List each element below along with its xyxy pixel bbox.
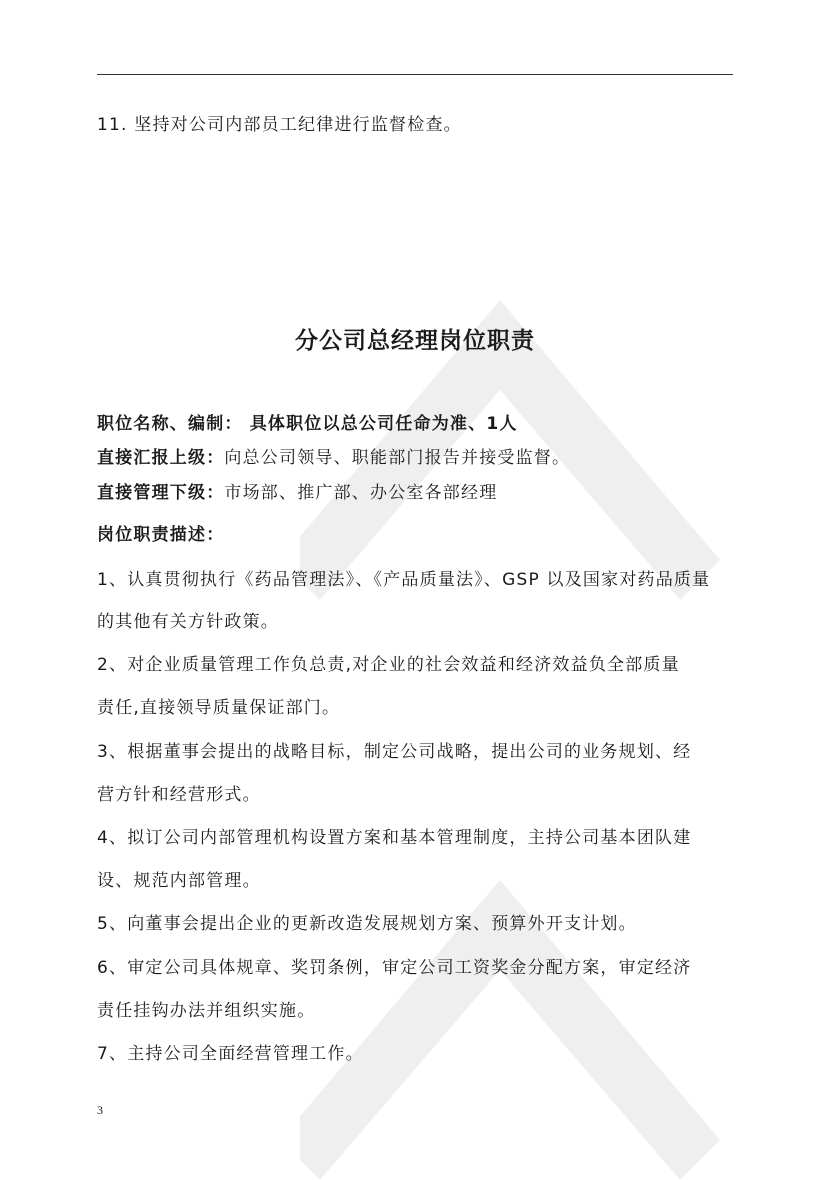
page-number: 3 [97, 1103, 103, 1117]
header-rule [97, 74, 733, 75]
field-label: 直接管理下级： [97, 483, 225, 503]
field-label: 直接汇报上级： [97, 448, 225, 468]
section-heading: 岗位职责描述： [97, 525, 225, 545]
field-position [97, 409, 518, 434]
duty-line: 7、主持公司全面经营管理工作。 [97, 1044, 364, 1064]
field-label: 职位名称、编制： [97, 414, 243, 434]
field-report-to [97, 443, 570, 468]
duty-line: 3、根据董事会提出的战略目标，制定公司战略，提出公司的业务规划、经 [97, 742, 692, 762]
duty-line: 5、向董事会提出企业的更新改造发展规划方案、预算外开支计划。 [97, 914, 637, 934]
duty-line: 设、规范内部管理。 [97, 871, 261, 891]
top-item: 11. 坚持对公司内部员工纪律进行监督检查。 [97, 115, 462, 135]
field-value: 向总公司领导、职能部门报告并接受监督。 [224, 448, 571, 468]
duty-line: 4、拟订公司内部管理机构设置方案和基本管理制度，主持公司基本团队建 [97, 828, 692, 848]
page-title: 分公司总经理岗位职责 [295, 328, 535, 354]
duty-line: 6、审定公司具体规章、奖罚条例，审定公司工资奖金分配方案，审定经济 [97, 958, 692, 978]
duty-line: 1、认真贯彻执行《药品管理法》、《产品质量法》、GSP 以及国家对药品质量 [97, 570, 711, 590]
duty-line: 责任挂钩办法并组织实施。 [97, 1001, 316, 1021]
duty-line: 责任,直接领导质量保证部门。 [97, 698, 341, 718]
duty-line: 的其他有关方针政策。 [97, 612, 279, 632]
field-subordinates [97, 478, 497, 503]
field-value: 具体职位以总公司任命为准、1人 [242, 414, 518, 434]
field-value: 市场部、推广部、办公室各部经理 [224, 483, 498, 503]
duty-line: 2、对企业质量管理工作负总责,对企业的社会效益和经济效益负全部质量 [97, 655, 680, 675]
duty-line: 营方针和经营形式。 [97, 785, 261, 805]
